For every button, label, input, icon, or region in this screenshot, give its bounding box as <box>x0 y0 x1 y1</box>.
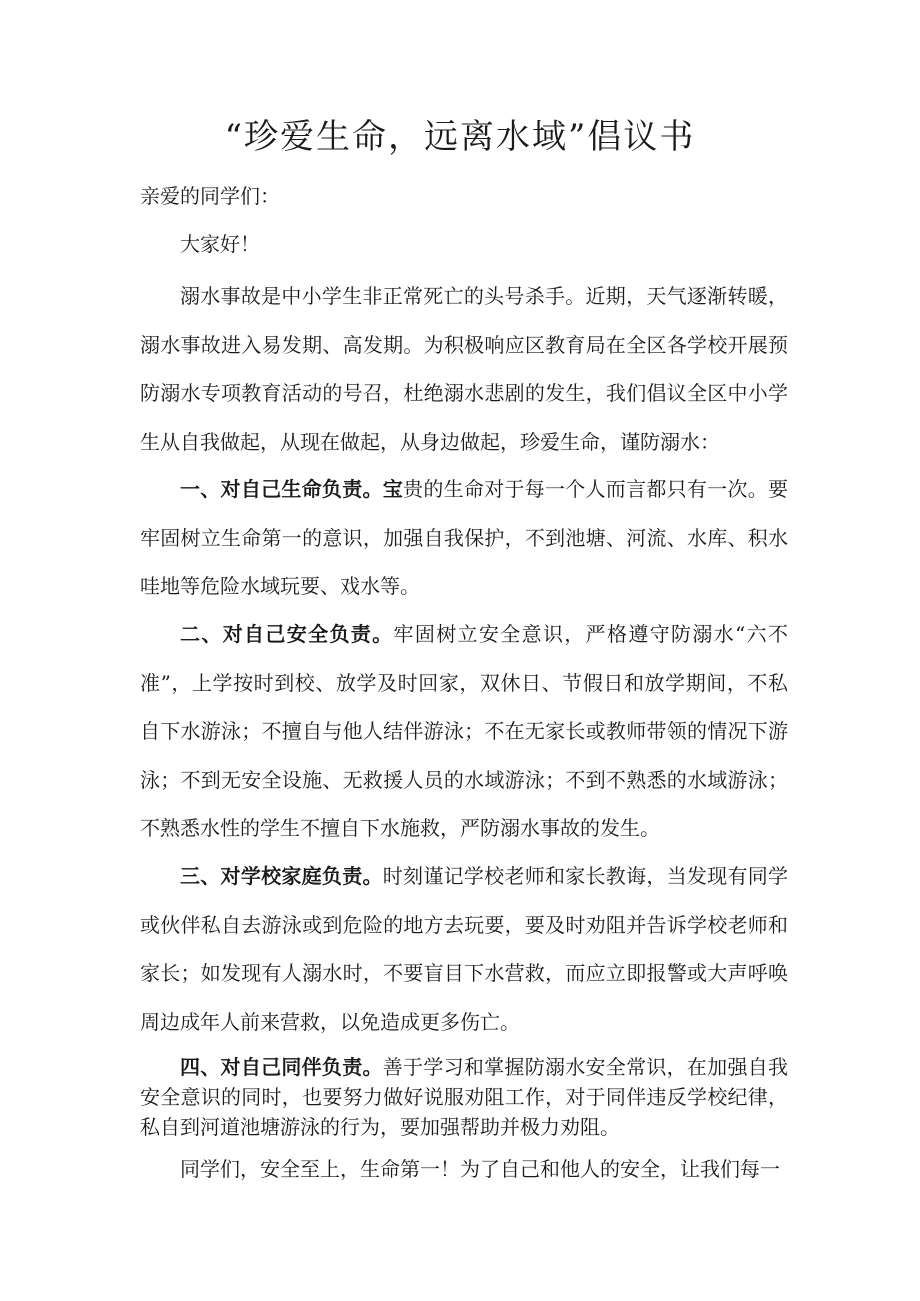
item-one-paragraph <box>140 465 788 611</box>
item-one-heading: 一、对自己生命负责。宝 <box>180 477 404 501</box>
item-two-paragraph <box>140 610 788 853</box>
item-two-heading: 二、对自己安全负责。 <box>180 622 394 646</box>
item-four-heading: 四、对自己同伴负责。 <box>180 1055 383 1079</box>
intro-paragraph: 溺水事故是中小学生非正常死亡的头号杀手。近期，天气逐渐转暖，溺水事故进入易发期、高发期。为积极响应区教育局在全区各学校开展预防溺水专项教育活动的号召，杜绝溺水悲剧的发生，我们倡议全区中小学生从自我做起，从现在做起，从身边做起，珍爱生命，谨防溺水： <box>140 284 788 454</box>
greeting: 大家好！ <box>180 232 260 256</box>
salutation: 亲爱的同学们： <box>140 184 280 208</box>
document-title: “珍爱生命，远离水域”倡议书 <box>224 117 696 157</box>
closing-paragraph: 同学们，安全至上，生命第一！为了自己和他人的安全，让我们每一 <box>180 1157 780 1181</box>
item-four-paragraph <box>140 1052 788 1142</box>
item-three-paragraph <box>140 852 788 1046</box>
item-four-body: 善于学习和掌握防溺水安全常识，在加强自我安全意识的同时，也要努力做好说服劝阻工作，对于同伴违反学校纪律，私自到河道池塘游泳的行为，要加强帮助并极力劝阻。 <box>140 1055 789 1139</box>
item-one-body: 贵的生命对于每一个人而言都只有一次。要牢固树立生命第一的意识，加强自我保护，不到池塘、河流、水库、积水哇地等危险水域玩要、戏水等。 <box>140 477 789 598</box>
item-three-body: 时刻谨记学校老师和家长教诲，当发现有同学或伙伴私自去游泳或到危险的地方去玩要，要及时劝阻并告诉学校老师和家长；如发现有人溺水时，不要盲目下水营救，而应立即报警或大声呼唤周边成年人前来营救，以免造成更多伤亡。 <box>140 864 789 1034</box>
item-three-heading: 三、对学校家庭负责。 <box>180 864 383 888</box>
item-two-body: 牢固树立安全意识，严格遵守防溺水“六不准”，上学按时到校、放学及时回家，双休日、节假日和放学期间，不私自下水游泳；不擅自与他人结伴游泳；不在无家长或教师带领的情况下游泳；不到无安全设施、无救援人员的水域游泳；不到不熟悉的水域游泳；不熟悉水性的学生不擅自下水施救，严防溺水事故的发生。 <box>140 622 789 840</box>
